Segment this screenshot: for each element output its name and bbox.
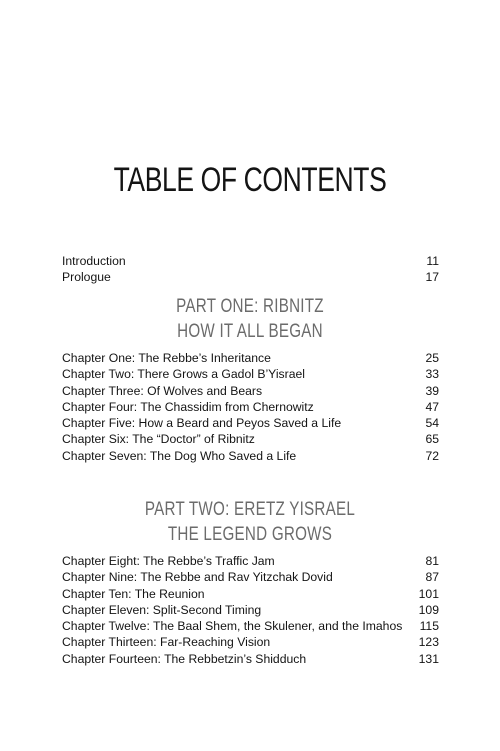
entry-page-number: 87	[425, 570, 439, 585]
entry-page-number: 131	[418, 651, 439, 666]
entry-page-number: 109	[418, 602, 439, 617]
part-one-heading	[0, 294, 500, 344]
entry-page-number: 11	[426, 254, 439, 268]
entry-label: Chapter Eleven: Split-Second Timing	[62, 602, 262, 617]
toc-entry	[62, 651, 439, 667]
part-two-heading-line1: PART TWO: ERETZ YISRAEL	[144, 499, 356, 520]
entry-label: Chapter Seven: The Dog Who Saved a Life	[62, 448, 297, 463]
entry-label: Chapter Fourteen: The Rebbetzin’s Shidduch	[62, 651, 307, 666]
toc-entry	[62, 602, 439, 618]
entry-label: Chapter Five: How a Beard and Peyos Saved a Life	[62, 416, 342, 431]
entry-page-number: 72	[425, 448, 439, 463]
entry-label: Chapter Three: Of Wolves and Bears	[62, 383, 263, 398]
entry-page-number: 54	[425, 416, 439, 431]
part-one-heading-line1: PART ONE: RIBNITZ	[176, 296, 324, 317]
toc-entry-prologue	[62, 269, 439, 285]
toc-entry	[62, 366, 439, 382]
part-two-chapter-list	[62, 553, 439, 667]
entry-page-number: 39	[425, 383, 439, 398]
toc-entry	[62, 448, 439, 464]
entry-label: Prologue	[62, 270, 111, 285]
entry-label: Introduction	[62, 254, 126, 268]
toc-entry	[62, 553, 439, 569]
entry-label: Chapter Six: The “Doctor” of Ribnitz	[62, 432, 255, 447]
front-matter-list	[62, 253, 439, 286]
toc-entry	[62, 586, 439, 602]
entry-page-number: 65	[425, 432, 439, 447]
entry-label: Chapter Eight: The Rebbe’s Traffic Jam	[62, 554, 275, 568]
entry-label: Chapter Twelve: The Baal Shem, the Skulener, and the Imahos	[62, 619, 403, 634]
toc-entry	[62, 618, 439, 634]
toc-entry	[62, 634, 439, 650]
entry-page-number: 25	[425, 351, 439, 365]
entry-label: Chapter Thirteen: Far-Reaching Vision	[62, 635, 271, 650]
toc-entry	[62, 415, 439, 431]
part-one-heading-line2: HOW IT ALL BEGAN	[177, 321, 323, 342]
entry-page-number: 101	[418, 586, 439, 601]
entry-page-number: 17	[425, 270, 439, 285]
part-one-chapter-list	[62, 350, 439, 464]
entry-label: Chapter One: The Rebbe’s Inheritance	[62, 351, 271, 365]
entry-page-number: 123	[418, 635, 439, 650]
toc-entry	[62, 350, 439, 366]
toc-entry	[62, 431, 439, 447]
entry-page-number: 81	[425, 554, 439, 568]
part-two-heading-line2: THE LEGEND GROWS	[167, 524, 333, 545]
toc-entry-introduction	[62, 253, 439, 269]
entry-label: Chapter Four: The Chassidim from Chernowitz	[62, 399, 314, 414]
entry-page-number: 47	[425, 399, 439, 414]
page-title: TABLE OF CONTENTS	[113, 161, 387, 199]
entry-page-number: 115	[419, 619, 439, 634]
toc-entry	[62, 569, 439, 585]
entry-label: Chapter Two: There Grows a Gadol B’Yisrael	[62, 367, 305, 382]
entry-page-number: 33	[425, 367, 439, 382]
toc-entry	[62, 383, 439, 399]
toc-entry	[62, 399, 439, 415]
entry-label: Chapter Nine: The Rebbe and Rav Yitzchak Dovid	[62, 570, 333, 585]
entry-label: Chapter Ten: The Reunion	[62, 586, 205, 601]
part-two-heading	[0, 497, 500, 547]
